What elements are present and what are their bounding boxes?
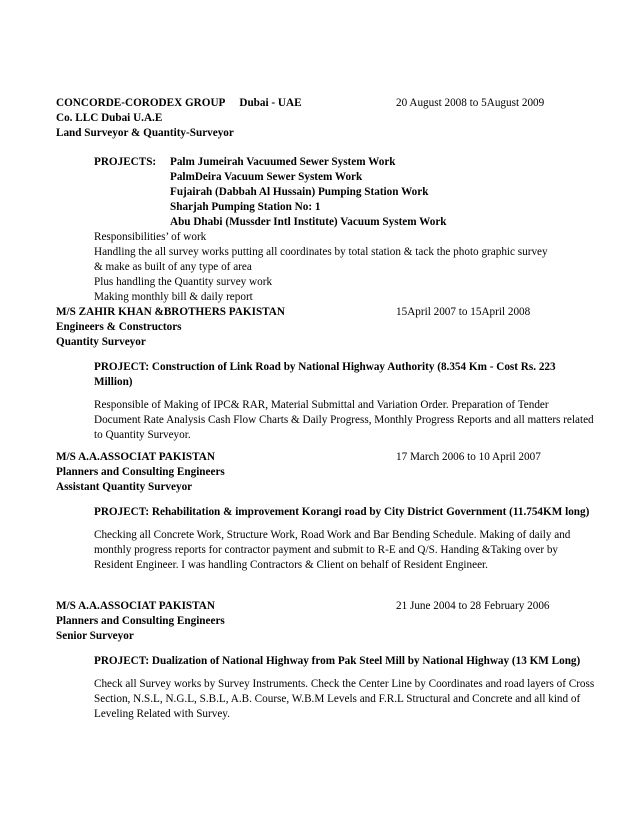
project-description: Checking all Concrete Work, Structure Work, Road Work and Bar Bending Schedule. Making of daily and monthly progress reports for contractor payment and submit to R-E and Q/S. Handing &Taking over by Resident Engineer. I was handling Contractors & Client on behalf of Resident Engineer.: [94, 529, 571, 571]
company-name: M/S A.A.ASSOCIAT PAKISTAN: [56, 600, 215, 612]
job-entry-zahir-khan: [56, 305, 596, 443]
project-item: PalmDeira Vacuum Sewer System Work: [170, 171, 363, 183]
job-dates: 17 March 2006 to 10 April 2007: [396, 451, 541, 463]
job-role: Assistant Quantity Surveyor: [56, 481, 193, 493]
responsibility-line: Making monthly bill & daily report: [94, 291, 253, 303]
responsibility-line: Handling the all survey works putting all coordinates by total station & tack the photo graphic survey: [94, 246, 548, 258]
company-name: CONCORDE-CORODEX GROUP: [56, 97, 226, 109]
projects-list: [170, 155, 596, 230]
project-title: PROJECT: Rehabilitation & improvement Korangi road by City District Government (11.754KM long): [94, 506, 590, 518]
responsibilities: [94, 230, 596, 305]
company-subtitle: Co. LLC Dubai U.A.E: [56, 112, 163, 124]
job-entry-aa-associat-assistant: [56, 450, 596, 573]
project-item: Palm Jumeirah Vacuumed Sewer System Work: [170, 156, 396, 168]
projects-block: [94, 155, 596, 230]
job-header: [56, 305, 596, 320]
company-name: M/S A.A.ASSOCIAT PAKISTAN: [56, 451, 215, 463]
job-role: Quantity Surveyor: [56, 336, 146, 348]
job-entry-concorde: [56, 96, 596, 305]
projects-label: PROJECTS:: [94, 156, 157, 168]
responsibility-line: Plus handling the Quantity survey work: [94, 276, 273, 288]
responsibility-line: Responsibilities’ of work: [94, 231, 207, 243]
job-dates: 21 June 2004 to 28 February 2006: [396, 600, 550, 612]
project-item: Sharjah Pumping Station No: 1: [170, 201, 321, 213]
project-title: PROJECT: Dualization of National Highway from Pak Steel Mill by National Highway (13 KM Long): [94, 655, 581, 667]
job-dates: 20 August 2008 to 5August 2009: [396, 97, 545, 109]
job-role: Land Surveyor & Quantity-Surveyor: [56, 127, 234, 139]
job-role: Senior Surveyor: [56, 630, 134, 642]
job-header: [56, 450, 596, 465]
project-item: Fujairah (Dabbah Al Hussain) Pumping Station Work: [170, 186, 429, 198]
company-subtitle: Planners and Consulting Engineers: [56, 615, 225, 627]
company-subtitle: Planners and Consulting Engineers: [56, 466, 225, 478]
project-description: Responsible of Making of IPC& RAR, Material Submittal and Variation Order. Preparation of Tender Document Rate Analysis Cash Flow Charts & Daily Progress, Monthly Progress Reports and all matters related to Quantity Surveyor.: [94, 399, 594, 441]
job-location: Dubai - UAE: [239, 97, 302, 109]
project-description: Check all Survey works by Survey Instruments. Check the Center Line by Coordinates and road layers of Cross Section, N.S.L, N.G.L, S.B.L, A.B. Course, W.B.M Levels and F.R.L Structural and Concrete and all kind of Leveling Related with Survey.: [94, 678, 595, 720]
job-header: [56, 96, 596, 111]
company-subtitle: Engineers & Constructors: [56, 321, 182, 333]
company-name: M/S ZAHIR KHAN &BROTHERS PAKISTAN: [56, 306, 285, 318]
project-title: PROJECT: Construction of Link Road by National Highway Authority (8.354 Km - Cost Rs. 223 Million): [94, 361, 556, 388]
job-entry-aa-associat-senior: [56, 599, 596, 722]
responsibility-line: & make as built of any type of area: [94, 261, 252, 273]
job-header: [56, 599, 596, 614]
project-item: Abu Dhabi (Mussder Intl Institute) Vacuum System Work: [170, 216, 447, 228]
job-dates: 15April 2007 to 15April 2008: [396, 306, 531, 318]
